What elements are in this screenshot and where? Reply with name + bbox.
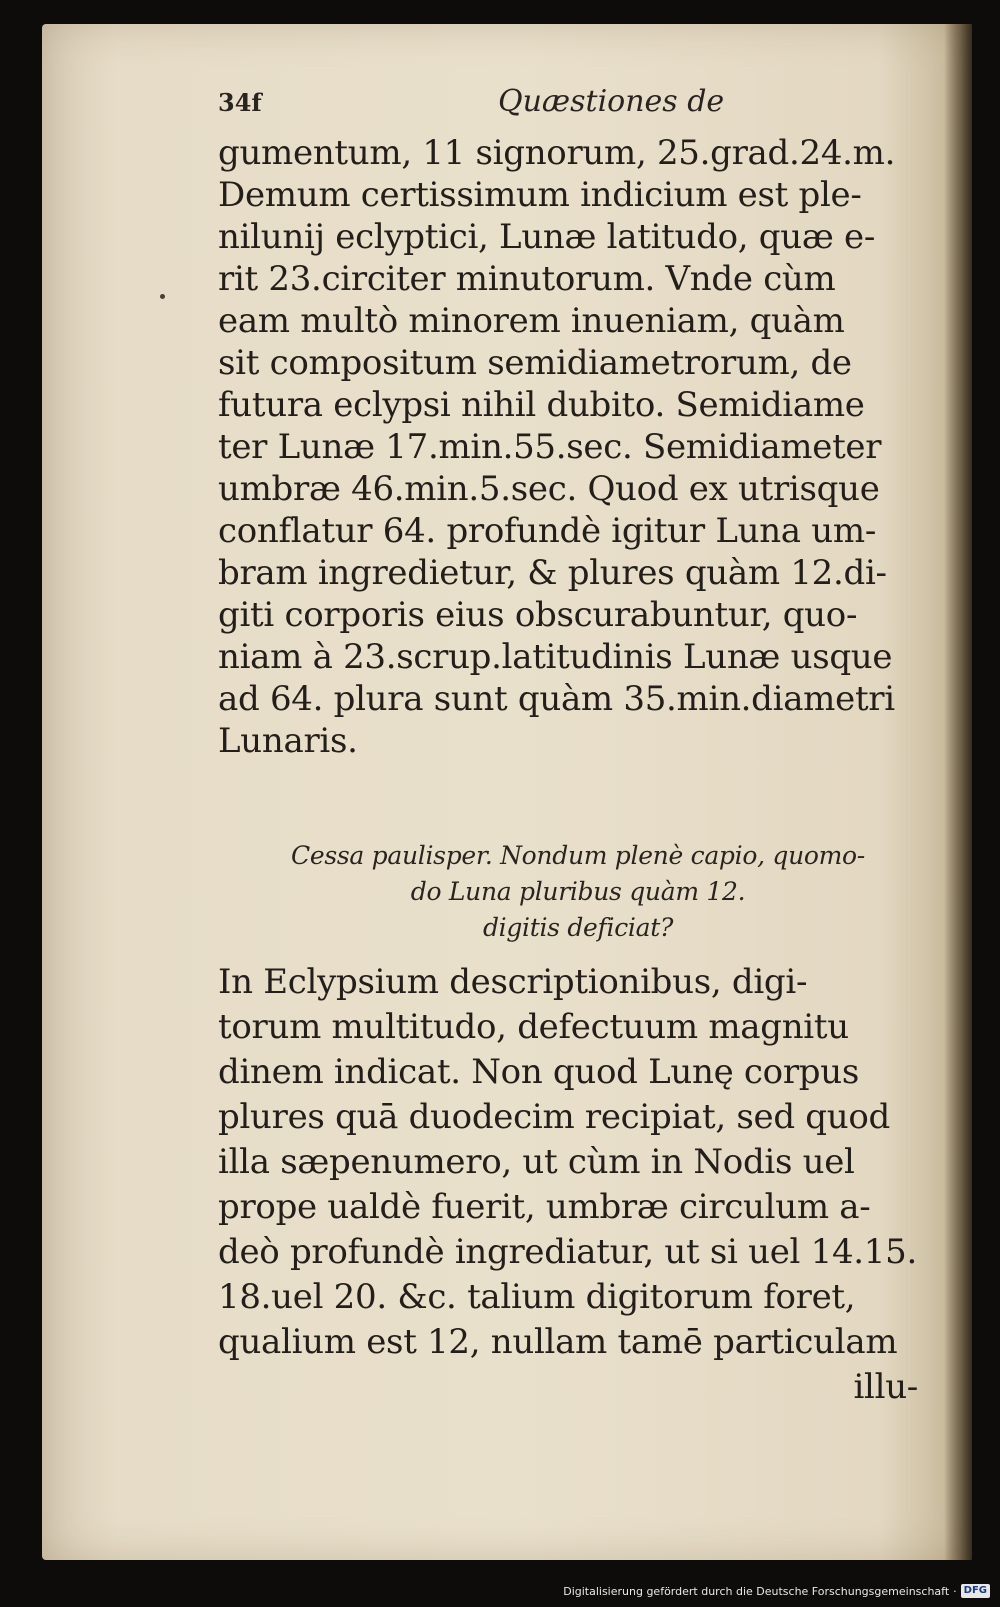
text-line: prope ualdè fuerit, umbræ circulum a- bbox=[218, 1187, 871, 1227]
heading-line: digitis deficiat? bbox=[482, 913, 674, 942]
text-line: deò profundè ingrediatur, ut si uel 14.15. bbox=[218, 1232, 917, 1272]
margin-mark bbox=[160, 294, 165, 299]
heading-line: Cessa paulisper. Nondum plenè capio, quomo- bbox=[291, 841, 865, 870]
text-line: conflatur 64. profundè igitur Luna um- bbox=[218, 511, 877, 551]
text-line: Demum certissimum indicium est ple- bbox=[218, 175, 862, 215]
dfg-logo-icon: DFG bbox=[961, 1584, 990, 1598]
text-line: umbræ 46.min.5.sec. Quod ex utrisque bbox=[218, 469, 880, 509]
page-spine-shadow bbox=[944, 24, 972, 1560]
text-line: plures quā duodecim recipiat, sed quod bbox=[218, 1097, 891, 1137]
text-line: bram ingredietur, & plures quàm 12.di- bbox=[218, 553, 887, 593]
digitization-footer bbox=[563, 1579, 990, 1603]
text-line: illa sæpenumero, ut cùm in Nodis uel bbox=[218, 1142, 855, 1182]
text-line: torum multitudo, defectuum magnitu bbox=[218, 1007, 849, 1047]
catchword: illu- bbox=[853, 1367, 918, 1407]
text-line: qualium est 12, nullam tamē particulam bbox=[218, 1322, 898, 1362]
text-line: ad 64. plura sunt quàm 35.min.diametri bbox=[218, 679, 895, 719]
running-title: Quæstiones de bbox=[498, 84, 725, 119]
text-line: niam à 23.scrup.latitudinis Lunæ usque bbox=[218, 637, 893, 677]
page-number: 34f bbox=[218, 88, 262, 117]
text-line: gumentum, 11 signorum, 25.grad.24.m. bbox=[218, 133, 896, 173]
text-line: 18.uel 20. &c. talium digitorum foret, bbox=[218, 1277, 856, 1317]
text-line: eam multò minorem inueniam, quàm bbox=[218, 301, 845, 341]
footer-separator: · bbox=[953, 1584, 957, 1598]
text-line: futura eclypsi nihil dubito. Semidiame bbox=[218, 385, 865, 425]
text-line: Lunaris. bbox=[218, 721, 358, 761]
text-line: dinem indicat. Non quod Lunę corpus bbox=[218, 1052, 860, 1092]
page-header bbox=[218, 84, 738, 124]
text-line: rit 23.circiter minutorum. Vnde cùm bbox=[218, 259, 836, 299]
text-line: ter Lunæ 17.min.55.sec. Semidiameter bbox=[218, 427, 882, 467]
body-text-bottom bbox=[218, 960, 938, 1410]
text-line: nilunij eclyptici, Lunæ latitudo, quæ e- bbox=[218, 217, 876, 257]
footer-credit: Digitalisierung gefördert durch die Deutsche Forschungsgemeinschaft bbox=[563, 1584, 950, 1598]
text-line: sit compositum semidiametrorum, de bbox=[218, 343, 852, 383]
question-heading bbox=[218, 838, 938, 946]
body-text-top bbox=[218, 132, 938, 762]
text-line: In Eclypsium descriptionibus, digi- bbox=[218, 962, 808, 1002]
heading-line: do Luna pluribus quàm 12. bbox=[410, 877, 746, 906]
text-line: giti corporis eius obscurabuntur, quo- bbox=[218, 595, 858, 635]
